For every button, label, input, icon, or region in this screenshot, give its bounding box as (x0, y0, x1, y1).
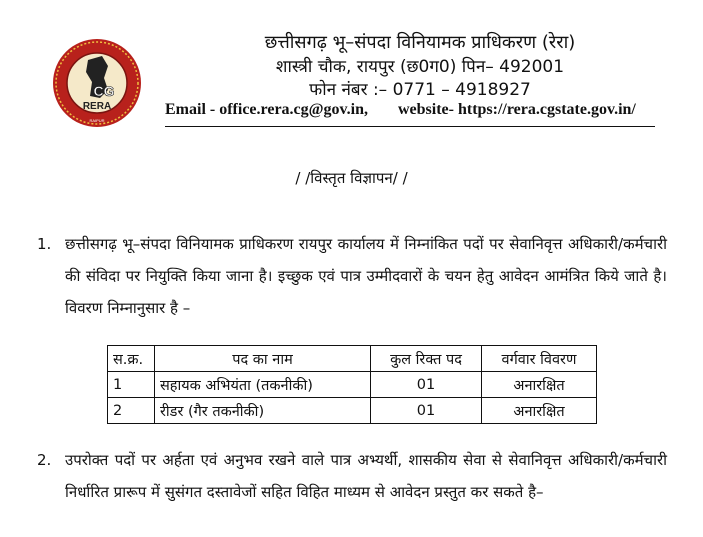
org-phone: फोन नंबर :– 0771 – 4918927 (309, 80, 531, 100)
document-title: / /विस्तृत विज्ञापन/ / (295, 169, 408, 187)
email-link[interactable]: Email - office.rera.cg@gov.in, (165, 101, 368, 118)
svg-text:CG: CG (93, 83, 115, 99)
cell-post-name: रीडर (गैर तकनीकी) (155, 398, 371, 424)
paragraph-2 (37, 444, 667, 508)
paragraph-text: उपरोक्त पदों पर अर्हता एवं अनुभव रखने वाले पात्र अभ्यर्थी, शासकीय सेवा से सेवानिवृत्त अधिकारी/कर्मचारी निर्धारित प्रारूप में सुसंगत दस्तावेजों सहित विहित माध्यम से आवेदन प्रस्तुत कर सकते है– (65, 451, 667, 501)
header-serial: स.क्र. (108, 346, 155, 372)
paragraph-1 (37, 228, 667, 324)
contact-line (165, 101, 655, 119)
cg-rera-logo (52, 38, 142, 128)
cell-category: अनारक्षित (482, 398, 597, 424)
cell-category: अनारक्षित (482, 372, 597, 398)
svg-text:RERA: RERA (82, 101, 112, 112)
header-post-name: पद का नाम (155, 346, 371, 372)
svg-text:RAIPUR: RAIPUR (89, 118, 105, 123)
paragraph-number: 1. (37, 235, 52, 253)
paragraph-number: 2. (37, 451, 52, 469)
table-row (108, 398, 597, 424)
cell-vacancies: 01 (371, 398, 482, 424)
paragraph-text: छत्तीसगढ़ भू–संपदा विनियामक प्राधिकरण रायपुर कार्यालय में निम्नांकित पदों पर सेवानिवृत्त अधिकारी/कर्मचारी की संविदा पर नियुक्ति किया जाना है। इच्छुक एवं पात्र उम्मीदवारों के चयन हेतु आवेदन आमंत्रित किये जाते है। विवरण निम्नानुसार है – (65, 235, 667, 317)
cell-post-name: सहायक अभियंता (तकनीकी) (155, 372, 371, 398)
header-category: वर्गवार विवरण (482, 346, 597, 372)
table-header-row (108, 346, 597, 372)
cell-serial: 1 (108, 372, 155, 398)
header-vacancies: कुल रिक्त पद (371, 346, 482, 372)
cell-serial: 2 (108, 398, 155, 424)
cell-vacancies: 01 (371, 372, 482, 398)
table-row (108, 372, 597, 398)
header-divider (165, 126, 655, 127)
vacancy-table (107, 345, 597, 424)
org-name: छत्तीसगढ़ भू–संपदा विनियामक प्राधिकरण (रेरा) (264, 32, 576, 53)
org-address: शास्त्री चौक, रायपुर (छ0ग0) पिन– 492001 (275, 57, 565, 77)
website-link[interactable]: website- https://rera.cgstate.gov.in/ (397, 101, 636, 118)
